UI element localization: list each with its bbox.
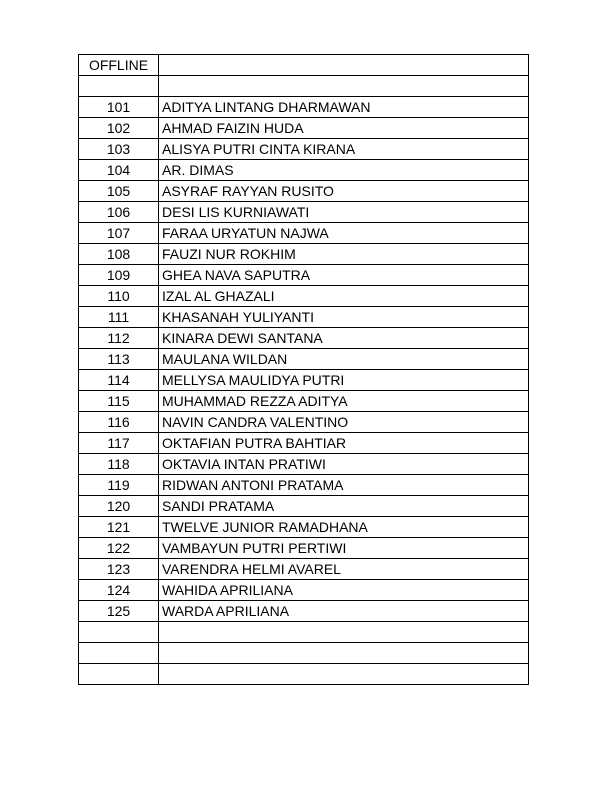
row-number-cell: 101 xyxy=(79,97,159,118)
row-number-cell: 122 xyxy=(79,538,159,559)
table-row xyxy=(79,97,529,118)
row-number-cell: 106 xyxy=(79,202,159,223)
row-number-cell: 124 xyxy=(79,580,159,601)
blank-cell xyxy=(159,643,529,664)
blank-row xyxy=(79,664,529,685)
table-row xyxy=(79,412,529,433)
student-table xyxy=(78,54,529,685)
blank-cell xyxy=(159,622,529,643)
row-number-cell: 104 xyxy=(79,160,159,181)
header-label-cell: OFFLINE xyxy=(79,55,159,76)
table-row xyxy=(79,559,529,580)
row-number-cell: 103 xyxy=(79,139,159,160)
row-name-cell: VARENDRA HELMI AVAREL xyxy=(159,559,529,580)
row-name-cell: IZAL AL GHAZALI xyxy=(159,286,529,307)
row-name-cell: KHASANAH YULIYANTI xyxy=(159,307,529,328)
table-row xyxy=(79,349,529,370)
table-row xyxy=(79,265,529,286)
row-name-cell: ADITYA LINTANG DHARMAWAN xyxy=(159,97,529,118)
table-row xyxy=(79,580,529,601)
blank-cell xyxy=(79,643,159,664)
row-name-cell: KINARA DEWI SANTANA xyxy=(159,328,529,349)
row-number-cell: 121 xyxy=(79,517,159,538)
header-row xyxy=(79,55,529,76)
row-name-cell: NAVIN CANDRA VALENTINO xyxy=(159,412,529,433)
table-body xyxy=(79,55,529,685)
table-row xyxy=(79,202,529,223)
table-row xyxy=(79,496,529,517)
row-number-cell: 118 xyxy=(79,454,159,475)
row-number-cell: 123 xyxy=(79,559,159,580)
blank-cell xyxy=(159,664,529,685)
table-row xyxy=(79,328,529,349)
table-row xyxy=(79,433,529,454)
row-name-cell: WARDA APRILIANA xyxy=(159,601,529,622)
row-name-cell: OKTAVIA INTAN PRATIWI xyxy=(159,454,529,475)
row-name-cell: WAHIDA APRILIANA xyxy=(159,580,529,601)
table-row xyxy=(79,244,529,265)
row-number-cell: 110 xyxy=(79,286,159,307)
row-number-cell: 125 xyxy=(79,601,159,622)
table-row xyxy=(79,454,529,475)
blank-row xyxy=(79,76,529,97)
row-number-cell: 119 xyxy=(79,475,159,496)
row-name-cell: TWELVE JUNIOR RAMADHANA xyxy=(159,517,529,538)
row-number-cell: 108 xyxy=(79,244,159,265)
row-name-cell: MUHAMMAD REZZA ADITYA xyxy=(159,391,529,412)
table-row xyxy=(79,181,529,202)
row-name-cell: MAULANA WILDAN xyxy=(159,349,529,370)
row-name-cell: MELLYSA MAULIDYA PUTRI xyxy=(159,370,529,391)
blank-cell xyxy=(79,622,159,643)
row-name-cell: OKTAFIAN PUTRA BAHTIAR xyxy=(159,433,529,454)
table-row xyxy=(79,538,529,559)
row-name-cell: ASYRAF RAYYAN RUSITO xyxy=(159,181,529,202)
row-name-cell: VAMBAYUN PUTRI PERTIWI xyxy=(159,538,529,559)
table-row xyxy=(79,370,529,391)
row-name-cell: AHMAD FAIZIN HUDA xyxy=(159,118,529,139)
table-row xyxy=(79,160,529,181)
row-name-cell: RIDWAN ANTONI PRATAMA xyxy=(159,475,529,496)
row-number-cell: 107 xyxy=(79,223,159,244)
blank-row xyxy=(79,643,529,664)
row-number-cell: 116 xyxy=(79,412,159,433)
row-name-cell: FAUZI NUR ROKHIM xyxy=(159,244,529,265)
table-row xyxy=(79,118,529,139)
table-row xyxy=(79,475,529,496)
blank-row xyxy=(79,622,529,643)
row-number-cell: 105 xyxy=(79,181,159,202)
table-row xyxy=(79,307,529,328)
table-row xyxy=(79,286,529,307)
row-name-cell: ALISYA PUTRI CINTA KIRANA xyxy=(159,139,529,160)
header-value-cell xyxy=(159,55,529,76)
row-number-cell: 111 xyxy=(79,307,159,328)
blank-cell xyxy=(159,76,529,97)
table-row xyxy=(79,601,529,622)
row-number-cell: 115 xyxy=(79,391,159,412)
row-number-cell: 117 xyxy=(79,433,159,454)
row-name-cell: AR. DIMAS xyxy=(159,160,529,181)
row-number-cell: 120 xyxy=(79,496,159,517)
table-row xyxy=(79,139,529,160)
row-number-cell: 112 xyxy=(79,328,159,349)
blank-cell xyxy=(79,664,159,685)
table-row xyxy=(79,391,529,412)
table-row xyxy=(79,223,529,244)
row-name-cell: FARAA URYATUN NAJWA xyxy=(159,223,529,244)
table-row xyxy=(79,517,529,538)
row-number-cell: 113 xyxy=(79,349,159,370)
row-name-cell: DESI LIS KURNIAWATI xyxy=(159,202,529,223)
row-name-cell: GHEA NAVA SAPUTRA xyxy=(159,265,529,286)
row-name-cell: SANDI PRATAMA xyxy=(159,496,529,517)
row-number-cell: 102 xyxy=(79,118,159,139)
row-number-cell: 109 xyxy=(79,265,159,286)
blank-cell xyxy=(79,76,159,97)
row-number-cell: 114 xyxy=(79,370,159,391)
